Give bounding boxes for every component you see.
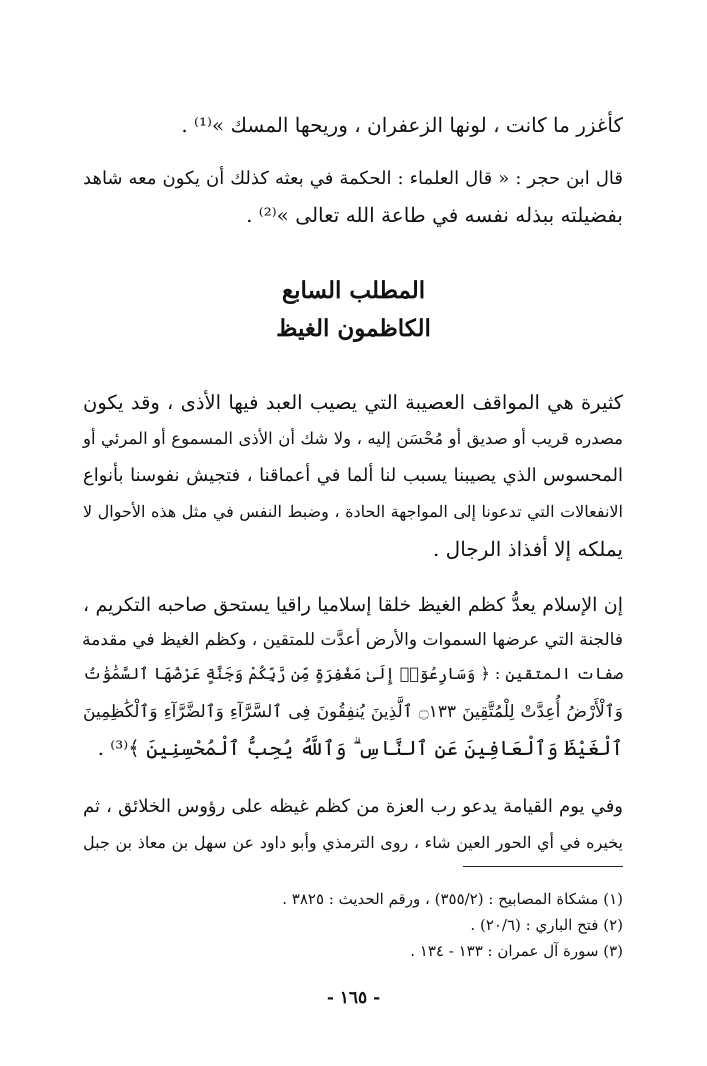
para2-line-1: إن الإسلام يعدُّ كظم الغيظ خلقا إسلاميا راقيا يستحق صاحبه التكريم ،	[83, 594, 623, 616]
para1-line-4: الانفعالات التي تدعونا إلى المواجهة الحادة ، وضبط النفس في مثل هذه الأحوال لا	[83, 502, 623, 521]
footnote-2: (٢) فتح الباري : (٢٠/٦) .	[470, 916, 623, 934]
para1-line-1: كثيرة هي المواقف العصيبة التي يصيب العبد فيها الأذى ، وقد يكون	[83, 391, 623, 414]
para2-line-3: صفات المتقين : ﴿ وَسَارِعُوٓا۟ إِلَىٰ مَغْفِرَةٍ مِّن رَّبِّكُمْ وَجَنَّةٍ عَرْضُهَا ٱلسَّمَٰوَٰتُ	[83, 664, 623, 683]
section-heading: المطلب السابع	[281, 277, 426, 304]
para1-line-5: يملكه إلا أفذاذ الرجال .	[432, 537, 623, 561]
ibn-hajar-line-1: قال ابن حجر : « قال العلماء : الحكمة في بعثه كذلك أن يكون معه شاهد	[83, 168, 623, 189]
section-subheading: الكاظمون الغيظ	[276, 315, 431, 342]
para3-line-1: وفي يوم القيامة يدعو رب العزة من كظم غيظه على رؤوس الخلائق ، ثم	[83, 796, 623, 817]
para1-line-2: مصدره قريب أو صديق أو مُحْسَن إليه ، ولا شك أن الأذى المسموع أو المرئي أو	[83, 429, 623, 448]
ibn-hajar-line-2: بفضيلته ببذله نفسه في طاعة الله تعالى »⁽²⁾ .	[246, 203, 623, 227]
intro-line-1: كأغزر ما كانت ، لونها الزعفران ، وريحها المسك »⁽¹⁾ .	[181, 113, 623, 137]
footnote-1: (١) مشكاة المصابيح : (٣٥٥/٢) ، ورقم الحديث : ٣٨٢٥ .	[282, 890, 623, 908]
para2-line-2: فالجنة التي عرضها السموات والأرض أعدَّت للمتقين ، وكظم الغيظ في مقدمة	[82, 630, 623, 650]
footnote-3: (٣) سورة آل عمران : ١٣٣ - ١٣٤ .	[410, 942, 623, 960]
footnote-separator	[463, 866, 623, 867]
para2-line-5: ٱلْغَيْظَ وَٱلْعَافِينَ عَنِ ٱلنَّاسِ ۗ وَٱللَّهُ يُحِبُّ ٱلْمُحْسِنِينَ ﴾⁽³⁾ .	[97, 736, 623, 760]
para3-line-2: يخيره في أي الحور العين شاء ، روى الترمذي وأبو داود عن سهل بن معاذ بن جبل	[83, 833, 623, 852]
para2-line-4: وَٱلْأَرْضُ أُعِدَّتْ لِلْمُتَّقِينَ ۝١٣٣ ٱلَّذِينَ يُنفِقُونَ فِى ٱلسَّرَّآءِ وَٱلضَّرَّآءِ وَٱلْكَٰظِمِينَ	[83, 702, 623, 722]
page-number: - ١٦٥ -	[326, 988, 381, 1008]
para1-line-3: المحسوس الذي يصيبنا يسبب لنا ألما في أعماقنا ، فتجيش نفوسنا بأنواع	[83, 465, 623, 486]
